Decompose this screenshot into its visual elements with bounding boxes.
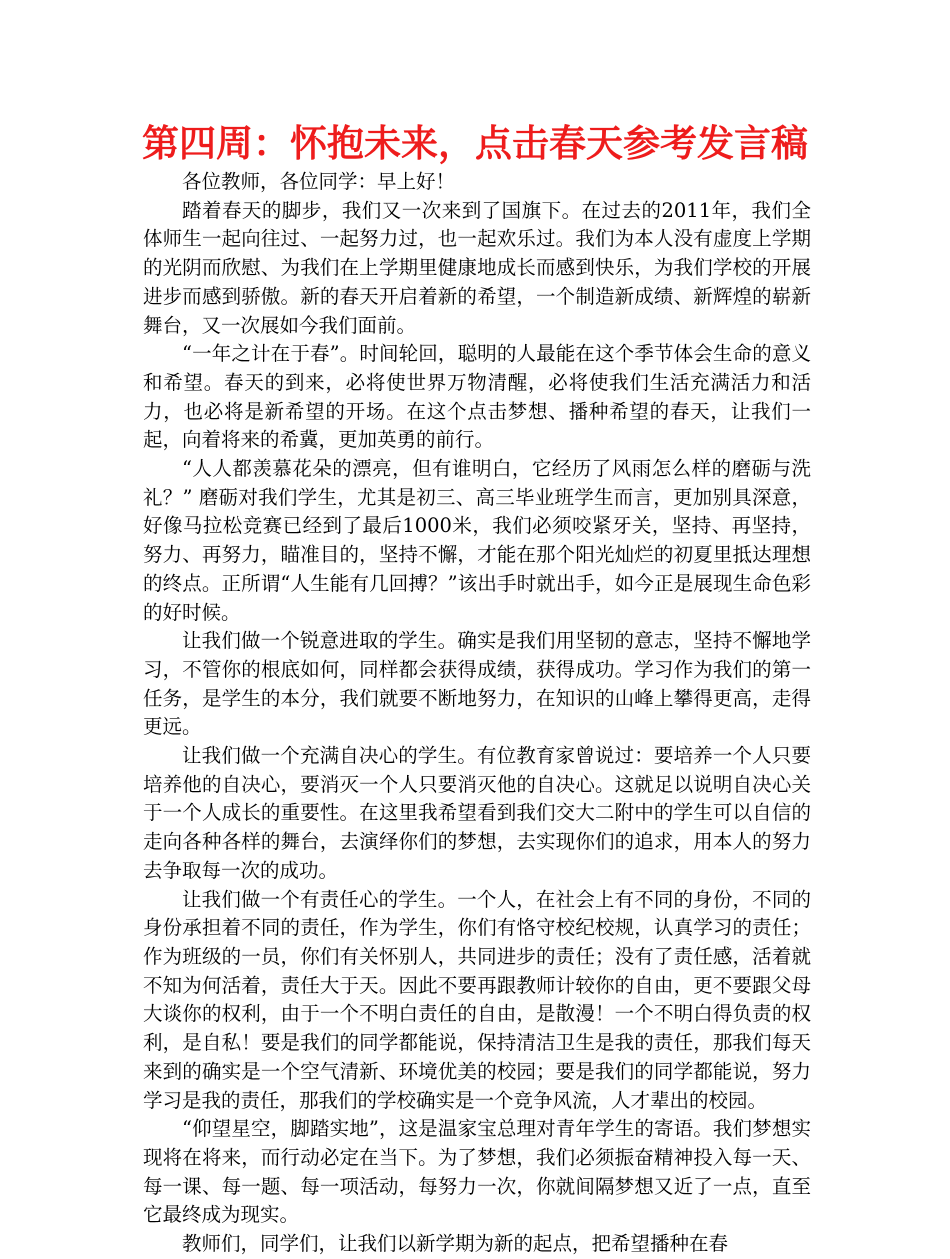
paragraph-responsibility: 让我们做一个有责任心的学生。一个人，在社会上有不同的身份，不同的身份承担着不同的责任，作为学生，你们有恪守校纪校规，认真学习的责任；作为班级的一员，你们有关怀别人，共同进步的责任；没有了责任感，活着就不知为何活着，责任大于天。因此不要再跟教师计较你的自由，更不要跟父母大谈你的权利，由于一个不明白责任的自由，是散漫！一个不明白得负责的权利，是自私！要是我们的同学都能说，保持清洁卫生是我的责任，那我们每天来到的确实是一个空气清新、环境优美的校园；要是我们的同学都能说，努力学习是我的责任，那我们的学校确实是一个竞争风流，人才辈出的校园。 xyxy=(143,887,811,1112)
paragraph-spring-intro: 踏着春天的脚步，我们又一次来到了国旗下。在过去的2011年，我们全体师生一起向往过、一起努力过，也一起欢乐过。我们为本人没有虚度上学期的光阴而欣慰、为我们在上学期里健康地成长而感到快乐，为我们学校的开展进步而感到骄傲。新的春天开启着新的希望，一个制造新成绩、新辉煌的崭新舞台，又一次展如今我们面前。 xyxy=(143,198,811,337)
greeting-paragraph: 各位教师，各位同学：早上好！ xyxy=(182,170,456,193)
paragraph-closing: 教师们，同学们，让我们以新学期为新的起点，把希望播种在春 xyxy=(182,1232,729,1256)
document-title: 第四周：怀抱未来，点击春天参考发言稿 xyxy=(142,122,808,165)
document-body xyxy=(143,168,811,1259)
paragraph-enterprising: 让我们做一个锐意进取的学生。确实是我们用坚韧的意志，坚持不懈地学习，不管你的根底如何，同样都会获得成绩，获得成功。学习作为我们的第一任务，是学生的本分，我们就要不断地努力，在知识的山峰上攀得更高，走得更远。 xyxy=(143,629,811,739)
paragraph-year-plan: “一年之计在于春”。时间轮回，聪明的人最能在这个季节体会生命的意义和希望。春天的到来，必将使世界万物清醒，必将使我们生活充满活力和活力，也必将是新希望的开场。在这个点击梦想、播种希望的春天，让我们一起，向着将来的希冀，更加英勇的前行。 xyxy=(143,342,811,452)
paragraph-hardship: “人人都羡慕花朵的漂亮，但有谁明白，它经历了风雨怎么样的磨砺与洗礼？” 磨砺对我们学生，尤其是初三、高三毕业班学生而言，更加别具深意，好像马拉松竞赛已经到了最后1000米，我们必须咬紧牙关，坚持、再坚持，努力、再努力，瞄准目的，坚持不懈，才能在那个阳光灿烂的初夏里抵达理想的终点。正所谓“人生能有几回搏？”该出手时就出手，如今正是展现生命色彩的好时候。 xyxy=(143,457,811,624)
paragraph-determination: 让我们做一个充满自决心的学生。有位教育家曾说过：要培养一个人只要培养他的自决心，要消灭一个人只要消灭他的自决心。这就足以说明自决心关于一个人成长的重要性。在这里我希望看到我们交大二附中的学生可以自信的走向各种各样的舞台，去演绎你们的梦想，去实现你们的追求，用本人的努力去争取每一次的成功。 xyxy=(143,744,811,882)
paragraph-stargazing: “仰望星空，脚踏实地”，这是温家宝总理对青年学生的寄语。我们梦想实现将在将来，而行动必定在当下。为了梦想，我们必须振奋精神投入每一天、每一课、每一题、每一项活动，每努力一次，你就间隔梦想又近了一点，直至它最终成为现实。 xyxy=(143,1117,811,1227)
